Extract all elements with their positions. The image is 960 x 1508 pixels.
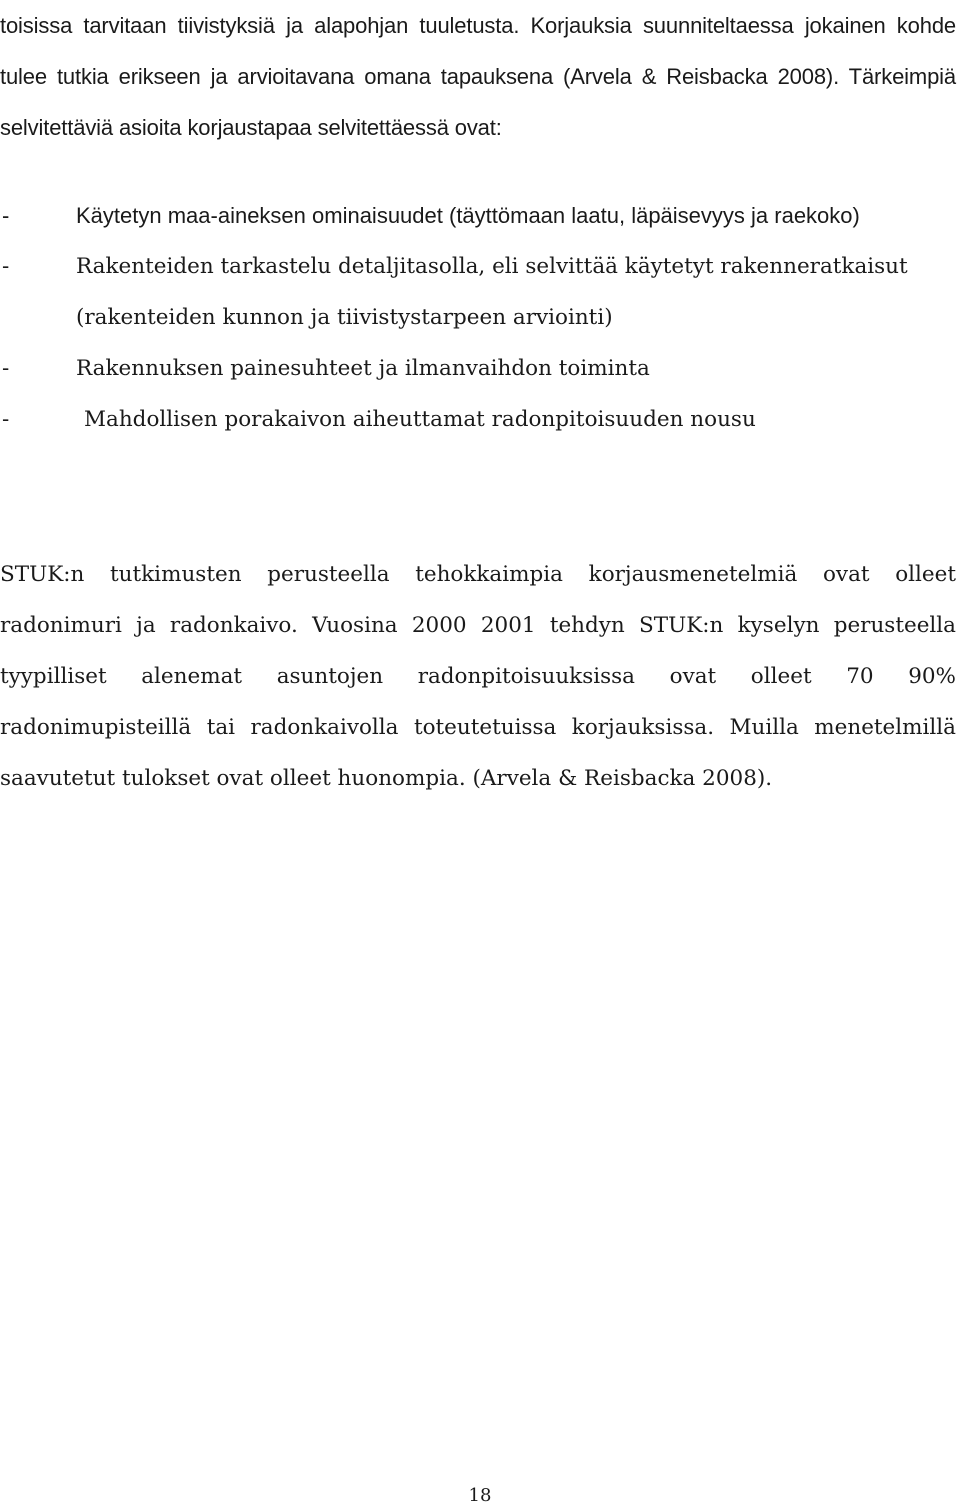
- list-dash: -: [2, 254, 10, 279]
- list-dash: -: [2, 203, 10, 228]
- results-paragraph: STUK:n tutkimusten perusteella tehokkaimpia korjausmenetelmiä ovat olleet radonimuri ja radonkaivo. Vuosina 2000 2001 tehdyn STUK:n kyselyn perusteella tyypilliset alenemat asuntojen radonpitoisuuksissa ovat olleet 70 90% radonimupisteillä tai radonkaivolla toteutetuissa korjauksissa. Muilla menetelmillä saavutetut tulokset ovat olleet huonompia. (Arvela & Reisbacka 2008).: [0, 562, 956, 791]
- list-item-text: Rakenteiden tarkastelu detaljitasolla, eli selvittää käytetyt rakenneratkaisut (rakenteiden kunnon ja tiivistystarpeen arviointi): [76, 254, 908, 330]
- list-item-text: Rakennuksen painesuhteet ja ilmanvaihdon toiminta: [76, 356, 650, 381]
- list-item-text: Mahdollisen porakaivon aiheuttamat radonpitoisuuden nousu: [84, 407, 756, 432]
- list-item: [0, 190, 960, 241]
- page-number: 18: [468, 1485, 492, 1506]
- list-dash: -: [2, 356, 10, 381]
- list-dash: -: [2, 407, 10, 432]
- list-item-text: Käytetyn maa-aineksen ominaisuudet (täyttömaan laatu, läpäisevyys ja raekoko): [76, 203, 860, 228]
- list-item: [0, 394, 960, 445]
- intro-paragraph: toisissa tarvitaan tiivistyksiä ja alapohjan tuuletusta. Korjauksia suunniteltaessa jokainen kohde tulee tutkia erikseen ja arvioitavana omana tapauksena (Arvela & Reisbacka 2008). Tärkeimpiä selvitettäviä asioita korjaustapaa selvitettäessä ovat:: [0, 13, 956, 140]
- list-item: [0, 343, 960, 394]
- list-item: [0, 241, 960, 343]
- selvitettavat-asiat-list: [0, 190, 960, 445]
